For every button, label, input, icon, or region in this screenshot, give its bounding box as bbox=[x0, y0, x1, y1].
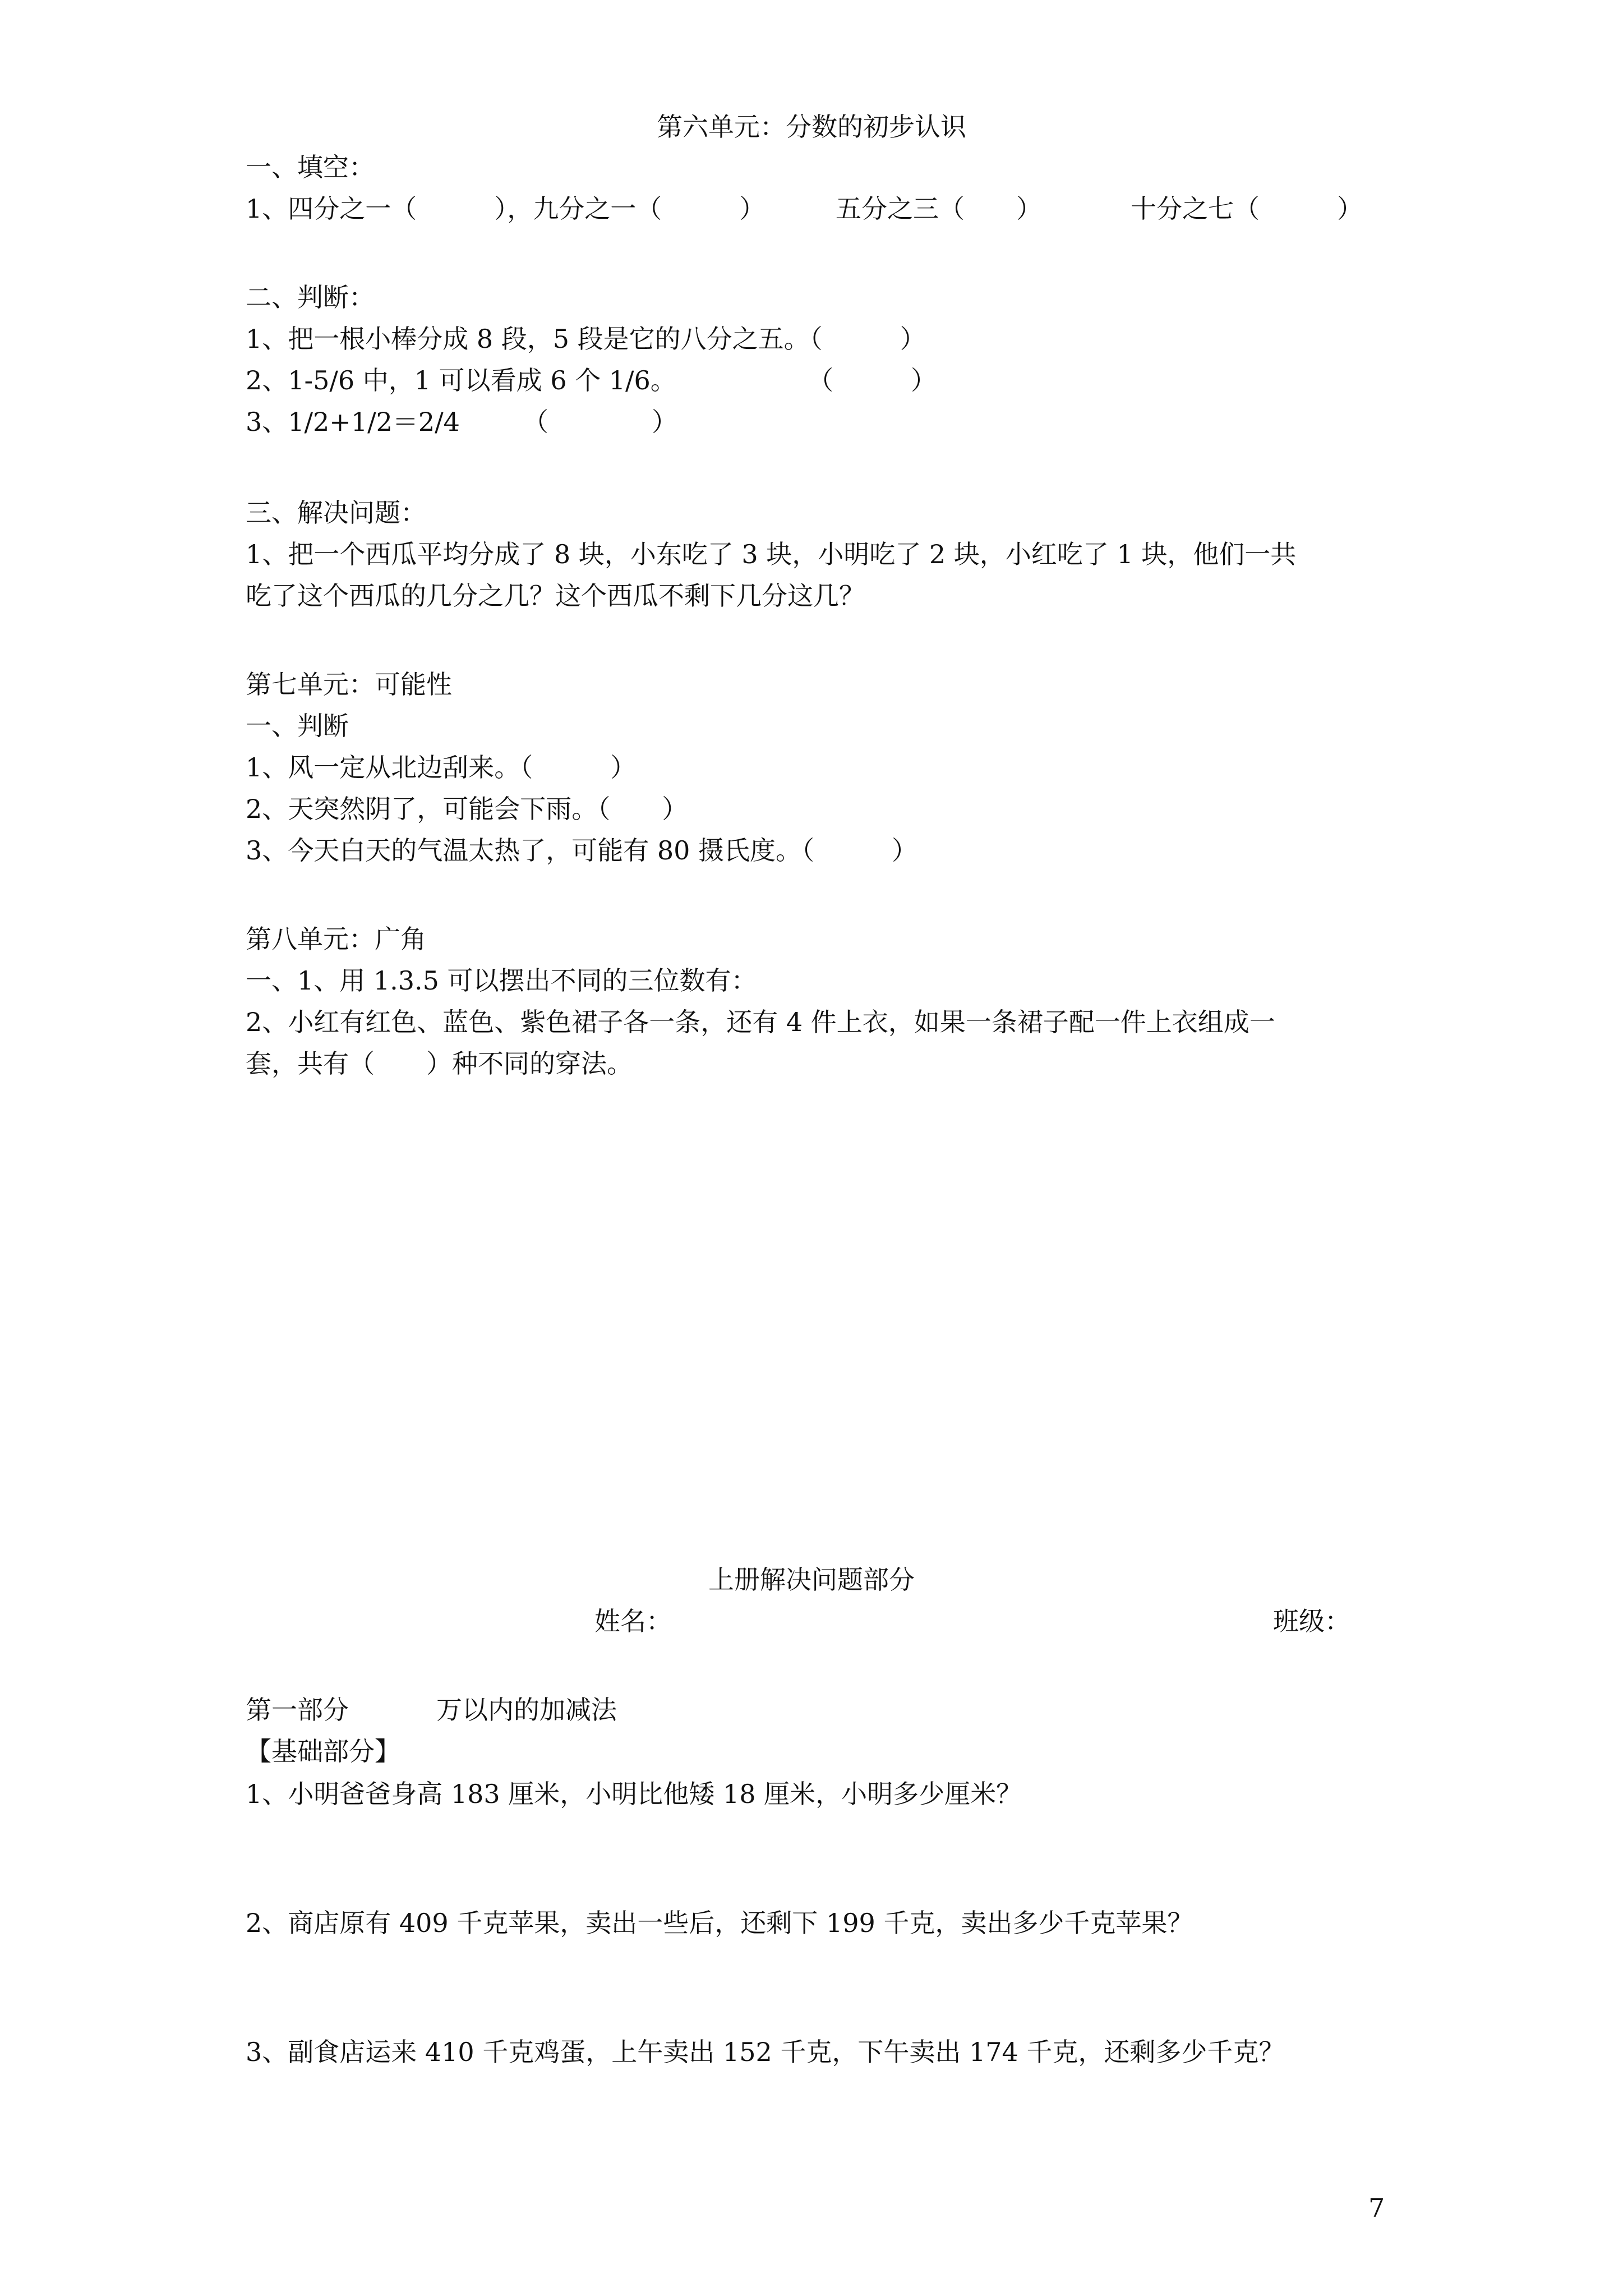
section-title: 第一部分 bbox=[246, 1695, 349, 1725]
unit6-judge-heading: 二、判断： bbox=[246, 282, 375, 312]
part2-q2: 2、商店原有 409 千克苹果，卖出一些后，还剩下 199 千克，卖出多少千克苹果？ bbox=[246, 1908, 1193, 1938]
unit7-q2: 2、天突然阴了，可能会下雨。（ ） bbox=[246, 794, 688, 824]
basic-heading: 【基础部分】 bbox=[246, 1736, 400, 1766]
judge-q1: 1、把一根小棒分成 8 段，5 段是它的八分之五。（ ） bbox=[246, 324, 926, 354]
unit6-solve-heading: 三、解决问题： bbox=[246, 498, 426, 528]
fill-q1-part3: 十分之七（ ） bbox=[1131, 194, 1363, 224]
unit6-title: 第六单元：分数的初步认识 bbox=[657, 112, 966, 142]
unit7-q1: 1、风一定从北边刮来。（ ） bbox=[246, 752, 637, 783]
unit6-fill-heading: 一、填空： bbox=[246, 152, 375, 182]
unit6-fill-item1 bbox=[246, 192, 1423, 326]
unit7-title: 第七单元：可能性 bbox=[246, 669, 452, 700]
unit8-title: 第八单元：广角 bbox=[246, 924, 426, 954]
part2-q1: 1、小明爸爸身高 183 厘米，小明比他矮 18 厘米，小明多少厘米？ bbox=[246, 1779, 1022, 1809]
judge-q3-blank: （ ） bbox=[523, 407, 677, 437]
judge-q3-row bbox=[246, 405, 1031, 506]
class-label: 班级： bbox=[1273, 1606, 1350, 1636]
page-number: 7 bbox=[1368, 2193, 1385, 2223]
unit8-q2-line1: 2、小红有红色、蓝色、紫色裙子各一条，还有 4 件上衣，如果一条裙子配一件上衣组成一 bbox=[246, 1007, 1275, 1037]
section-topic: 万以内的加减法 bbox=[436, 1695, 617, 1725]
judge-q2: 2、1-5/6 中，1 可以看成 6 个 1/6。 bbox=[246, 365, 676, 395]
judge-q2-blank: （ ） bbox=[808, 365, 937, 395]
solve-q1-line1: 1、把一个西瓜平均分成了 8 块，小东吃了 3 块，小明吃了 2 块，小红吃了 1 块，他们一共 bbox=[246, 539, 1297, 569]
unit7-heading: 一、判断 bbox=[246, 711, 349, 741]
solve-q1-line2: 吃了这个西瓜的几分之几？这个西瓜不剩下几分这几？ bbox=[246, 581, 865, 611]
unit8-q2-line2: 套，共有（ ）种不同的穿法。 bbox=[246, 1048, 633, 1079]
unit7-q3: 3、今天白天的气温太热了，可能有 80 摄氏度。（ ） bbox=[246, 835, 918, 866]
unit8-q1: 一、1、用 1.3.5 可以摆出不同的三位数有： bbox=[246, 965, 757, 996]
part2-title: 上册解决问题部分 bbox=[708, 1565, 915, 1595]
part2-q3: 3、副食店运来 410 千克鸡蛋，上午卖出 152 千克，下午卖出 174 千克，还剩多少千克？ bbox=[246, 2037, 1285, 2067]
fill-q1-part2: 五分之三（ ） bbox=[836, 194, 1042, 224]
name-label: 姓名： bbox=[594, 1606, 672, 1636]
fill-q1-part1: 1、四分之一（ ），九分之一（ ） bbox=[246, 194, 766, 224]
judge-q3: 3、1/2+1/2＝2/4 bbox=[246, 407, 460, 437]
